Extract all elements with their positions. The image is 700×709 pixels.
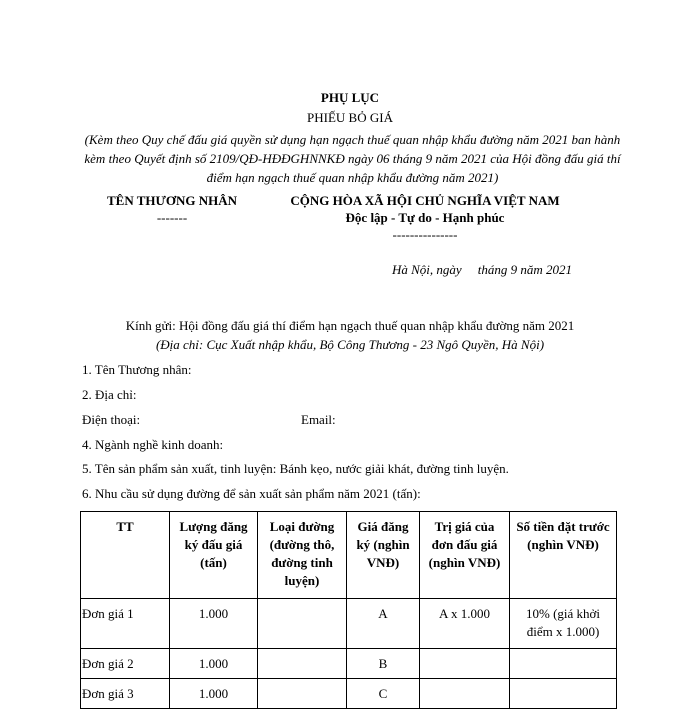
field-demand: 6. Nhu cầu sử dụng đường để sản xuất sản phẩm năm 2021 (tấn):	[82, 486, 421, 501]
date-rest: tháng 9 năm 2021	[477, 262, 572, 277]
table-cell	[510, 649, 617, 679]
table-cell: Đơn giá 1	[81, 599, 170, 649]
table-cell	[258, 599, 347, 649]
nation-motto: Độc lập - Tự do - Hạnh phúc	[345, 210, 505, 225]
field-business: 4. Ngành nghề kinh doanh:	[82, 437, 224, 452]
header-cell: Loại đường (đường thô, đường tinh luyện)	[258, 512, 347, 599]
table-row	[81, 649, 617, 679]
field-merchant-name: 1. Tên Thương nhân:	[82, 362, 192, 377]
nation-divider: ---------------	[392, 227, 458, 242]
table-row	[81, 679, 617, 709]
field-products: 5. Tên sản phẩm sản xuất, tinh luyện: Bánh kẹo, nước giải khát, đường tinh luyện.	[82, 461, 509, 476]
header-cell: Lượng đăng ký đấu giá (tấn)	[170, 512, 258, 599]
header-cell: Giá đăng ký (nghìn VNĐ)	[347, 512, 420, 599]
recipient-address: (Địa chỉ: Cục Xuất nhập khẩu, Bộ Công Thương - 23 Ngô Quyền, Hà Nội)	[155, 337, 545, 352]
table-cell: C	[347, 679, 420, 709]
recipient-line: Kính gửi: Hội đồng đấu giá thí điểm hạn ngạch thuế quan nhập khẩu đường năm 2021	[125, 318, 575, 333]
table-cell: 10% (giá khởi điểm x 1.000)	[510, 599, 617, 649]
date-line	[392, 262, 572, 278]
table-cell	[510, 679, 617, 709]
table-cell: Đơn giá 3	[81, 679, 170, 709]
table-cell	[420, 679, 510, 709]
table-cell: B	[347, 649, 420, 679]
form-title: PHIẾU BỎ GIÁ	[307, 110, 393, 125]
table-cell	[420, 649, 510, 679]
field-address: 2. Địa chỉ:	[82, 387, 137, 402]
header-cell: Số tiền đặt trước (nghìn VNĐ)	[510, 512, 617, 599]
page-title: PHỤ LỤC	[320, 90, 380, 105]
date-place: Hà Nội, ngày	[392, 262, 462, 277]
table-cell: A x 1.000	[420, 599, 510, 649]
table-cell	[258, 679, 347, 709]
intro-paragraph: (Kèm theo Quy chế đấu giá quyền sử dụng hạn ngạch thuế quan nhập khẩu đường năm 2021 ban hành kèm theo Quyết định số 2109/QĐ-HĐĐGHNNKĐ ngày 06 tháng 9 năm 2021 của Hội đồng đấu giá thí điểm hạn ngạch thuế quan nhập khẩu đường năm 2021)	[84, 132, 621, 185]
header-cell: Trị giá của đơn đấu giá (nghìn VNĐ)	[420, 512, 510, 599]
table-cell: Đơn giá 2	[81, 649, 170, 679]
table-cell	[258, 649, 347, 679]
nation-block	[270, 193, 580, 243]
field-email: Email:	[301, 412, 336, 427]
field-phone: Điện thoại:	[82, 412, 141, 427]
merchant-divider: -------	[156, 210, 188, 225]
table-cell: 1.000	[170, 649, 258, 679]
table-row	[81, 599, 617, 649]
merchant-block	[92, 193, 252, 226]
merchant-label: TÊN THƯƠNG NHÂN	[106, 193, 237, 208]
header-cell: TT	[81, 512, 170, 599]
table-header-row	[81, 512, 617, 599]
nation-name: CỘNG HÒA XÃ HỘI CHỦ NGHĨA VIỆT NAM	[290, 193, 560, 208]
table-cell: A	[347, 599, 420, 649]
table-cell: 1.000	[170, 599, 258, 649]
table-cell: 1.000	[170, 679, 258, 709]
bid-table	[80, 511, 617, 709]
